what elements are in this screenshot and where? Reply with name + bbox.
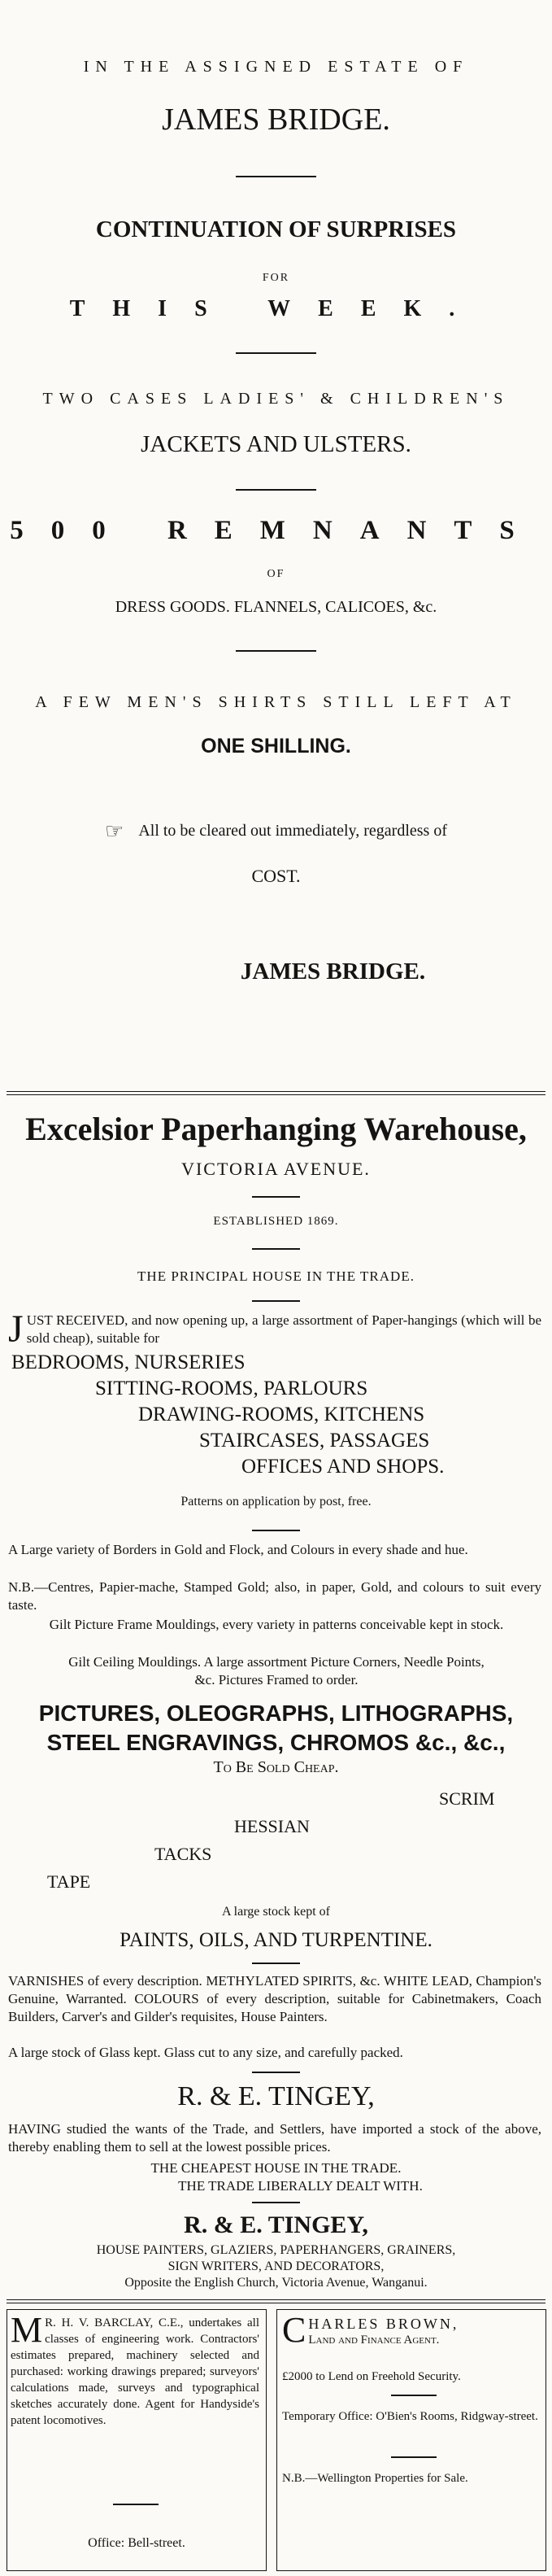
surprises-heading: CONTINUATION OF SURPRISES: [95, 216, 457, 242]
divider: [236, 489, 316, 491]
cleared-line: ☞ All to be cleared out immediately, regardless of: [105, 819, 447, 843]
rooms-line-1: BEDROOMS, NURSERIES: [11, 1351, 246, 1373]
brown-office: Temporary Office: O'Bien's Rooms, Ridgway-street.: [282, 2410, 538, 2423]
sold-cheap: To Be Sold Cheap.: [213, 1758, 339, 1776]
column-rule: [7, 1094, 545, 1095]
divider: [236, 650, 316, 652]
address-line: VICTORIA AVENUE.: [181, 1159, 371, 1179]
divider: [391, 2395, 437, 2396]
cases-heading: TWO CASES LADIES' & CHILDREN'S: [42, 390, 510, 408]
tacks-item: TACKS: [154, 1844, 212, 1864]
barclay-office: Office: Bell-street.: [88, 2536, 185, 2550]
trades-line-1: HOUSE PAINTERS, GLAZIERS, PAPERHANGERS, GRAINERS,: [96, 2243, 456, 2257]
gilt-frame-paragraph: Gilt Picture Frame Mouldings, every variety in patterns conceivable kept in stock.: [49, 1617, 504, 1632]
principal-line: THE PRINCIPAL HOUSE IN THE TRADE.: [137, 1268, 415, 1284]
estate-heading: IN THE ASSIGNED ESTATE OF: [83, 58, 469, 76]
divider: [252, 1300, 300, 1302]
scrim-item: SCRIM: [439, 1788, 495, 1809]
paints-heading: PAINTS, OILS, AND TURPENTINE.: [120, 1929, 432, 1951]
firm-name-1: R. & E. TINGEY,: [177, 2081, 375, 2111]
firm-name-2: R. & E. TINGEY,: [184, 2211, 368, 2238]
of-text: OF: [267, 568, 285, 580]
column-rule: [7, 1091, 545, 1092]
barclay-body: M R. H. V. BARCLAY, C.E., undertakes all classes of engineering work. Contractors' estimates prepared, machinery selected and purchased: working drawings prepared; surveyors' calculations made, surveys and typographical sketches accurately done. Agent for Handyside's patent locomotives.: [11, 2310, 259, 2427]
divider: [252, 1196, 300, 1198]
intro-paragraph: J UST RECEIVED, and now opening up, a large assortment of Paper-hangings (which will be sold cheap), suitable for: [8, 1308, 541, 1351]
hessian-item: HESSIAN: [234, 1816, 310, 1836]
centres-paragraph: N.B.—Centres, Papier-mache, Stamped Gold; also, in paper, Gold, and colours to suit every taste.: [8, 1579, 541, 1613]
rooms-line-2: SITTING-ROOMS, PARLOURS: [95, 1378, 368, 1399]
patterns-line: Patterns on application by post, free.: [180, 1495, 372, 1508]
rooms-line-5: OFFICES AND SHOPS.: [241, 1456, 445, 1478]
rooms-line-4: STAIRCASES, PASSAGES: [199, 1430, 430, 1452]
established-line: ESTABLISHED 1869.: [213, 1215, 339, 1228]
cheapest-line: THE CHEAPEST HOUSE IN THE TRADE.: [150, 2160, 402, 2176]
dress-goods: DRESS GOODS. FLANNELS, CALICOES, &c.: [115, 598, 437, 616]
varnishes-paragraph: VARNISHES of every description. METHYLATED SPIRITS, &c. WHITE LEAD, Champion's Genuine, Warranted. COLOURS of every description, suitable for Cabinetmakers, Coach Builders, Carver's and Gilder's requisites, House Painters.: [8, 1973, 541, 2024]
having-paragraph: HAVING studied the wants of the Trade, and Settlers, have imported a stock of the above, thereby enabling them to sell at the lowest possible prices.: [8, 2121, 541, 2155]
remnants-heading: 500 REMNANTS: [10, 516, 542, 545]
brown-lend: £2000 to Lend on Freehold Security.: [282, 2370, 461, 2383]
divider: [252, 1963, 300, 1964]
borders-paragraph: A Large variety of Borders in Gold and Flock, and Colours in every shade and hue.: [8, 1542, 468, 1557]
signature-james-bridge: JAMES BRIDGE.: [240, 958, 426, 985]
divider: [236, 176, 316, 177]
divider: [252, 2072, 300, 2073]
column-rule: [7, 2299, 545, 2300]
excelsior-title: Excelsior Paperhanging Warehouse,: [25, 1111, 527, 1147]
divider: [252, 2202, 300, 2203]
shilling-heading: ONE SHILLING.: [201, 735, 351, 758]
trades-line-2: SIGN WRITERS, AND DECORATORS,: [167, 2259, 385, 2273]
gilt-ceiling-paragraph: Gilt Ceiling Mouldings. A large assortment Picture Corners, Needle Points, &c. Pictures Framed to order.: [68, 1654, 485, 1687]
pointing-hand-icon: ☞: [105, 819, 124, 843]
cost-text: COST.: [251, 866, 301, 886]
tape-item: TAPE: [47, 1871, 91, 1892]
rooms-line-3: DRAWING-ROOMS, KITCHENS: [138, 1404, 425, 1426]
for-text: FOR: [262, 272, 290, 284]
divider: [391, 2456, 437, 2458]
divider: [113, 2504, 159, 2505]
divider: [236, 352, 316, 354]
advert-brown: [276, 2309, 546, 2571]
glass-paragraph: A large stock of Glass kept. Glass cut to any size, and carefully packed.: [8, 2045, 403, 2060]
pictures-heading-1: PICTURES, OLEOGRAPHS, LITHOGRAPHS,: [38, 1701, 514, 1726]
divider: [252, 1248, 300, 1250]
brown-heading: C HARLES BROWN, Land and Finance Agent.: [282, 2310, 459, 2350]
stock-kept: A large stock kept of: [221, 1905, 330, 1919]
liberally-line: THE TRADE LIBERALLY DEALT WITH.: [178, 2178, 423, 2194]
brown-nb: N.B.—Wellington Properties for Sale.: [282, 2472, 468, 2485]
location-line: Opposite the English Church, Victoria Avenue, Wanganui.: [124, 2276, 428, 2290]
divider: [252, 1530, 300, 1531]
name-heading: JAMES BRIDGE.: [162, 103, 390, 137]
shirts-heading: A FEW MEN'S SHIRTS STILL LEFT AT: [35, 693, 517, 711]
pictures-heading-2: STEEL ENGRAVINGS, CHROMOS &c., &c.,: [46, 1730, 506, 1755]
advert-barclay: [7, 2309, 267, 2571]
this-week-heading: THIS WEEK.: [69, 296, 483, 321]
jackets-heading: JACKETS AND ULSTERS.: [141, 431, 411, 457]
